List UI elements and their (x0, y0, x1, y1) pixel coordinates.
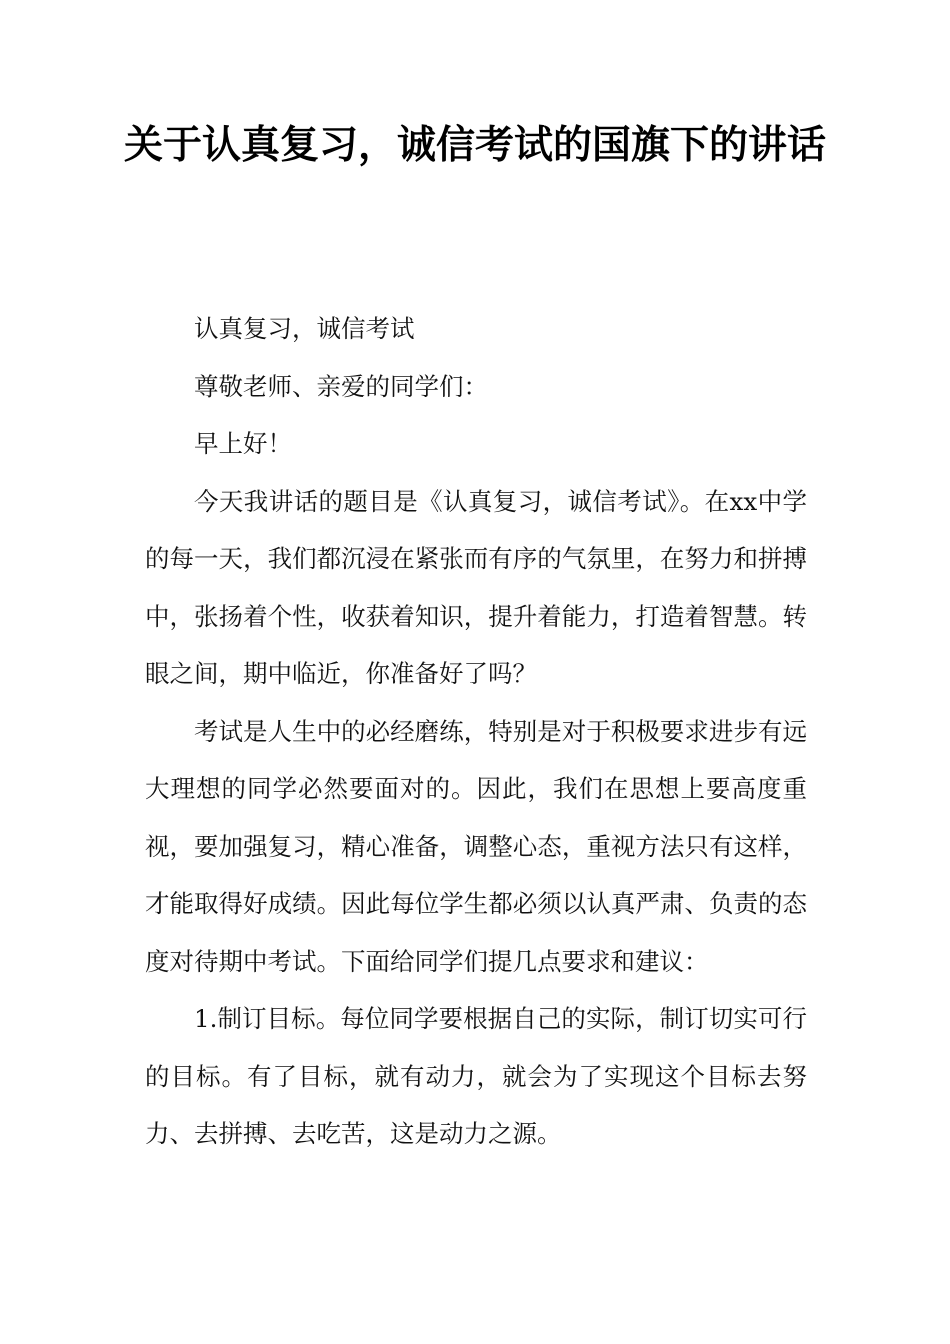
paragraph-salutation: 尊敬老师、亲爱的同学们： (194, 371, 488, 401)
document-body (145, 300, 807, 1163)
paragraph-exam-importance: 考试是人生中的必经磨练，特别是对于积极要求进步有远大理想的同学必然要面对的。因此，我们在思想上要高度重视，要加强复习，精心准备，调整心态，重视方法只有这样，才能取得好成绩。因此每位学生都必须以认真严肃、负责的态度对待期中考试。下面给同学们提几点要求和建议： (145, 716, 807, 976)
paragraph-greeting: 早上好！ (194, 429, 292, 458)
paragraph-subtitle: 认真复习，诚信考试 (194, 314, 415, 343)
document-title: 关于认真复习，诚信考试的国旗下的讲话 (123, 122, 826, 168)
paragraph-point-1: 1.制订目标。每位同学要根据自己的实际，制订切实可行的目标。有了目标，就有动力，就会为了实现这个目标去努力、去拼搏、去吃苦，这是动力之源。 (145, 1004, 807, 1148)
paragraph-intro: 今天我讲话的题目是《认真复习，诚信考试》。在xx中学的每一天，我们都沉浸在紧张而有序的气氛里，在努力和拼搏中，张扬着个性，收获着知识，提升着能力，打造着智慧。转眼之间，期中临近，你准备好了吗？ (145, 486, 807, 688)
